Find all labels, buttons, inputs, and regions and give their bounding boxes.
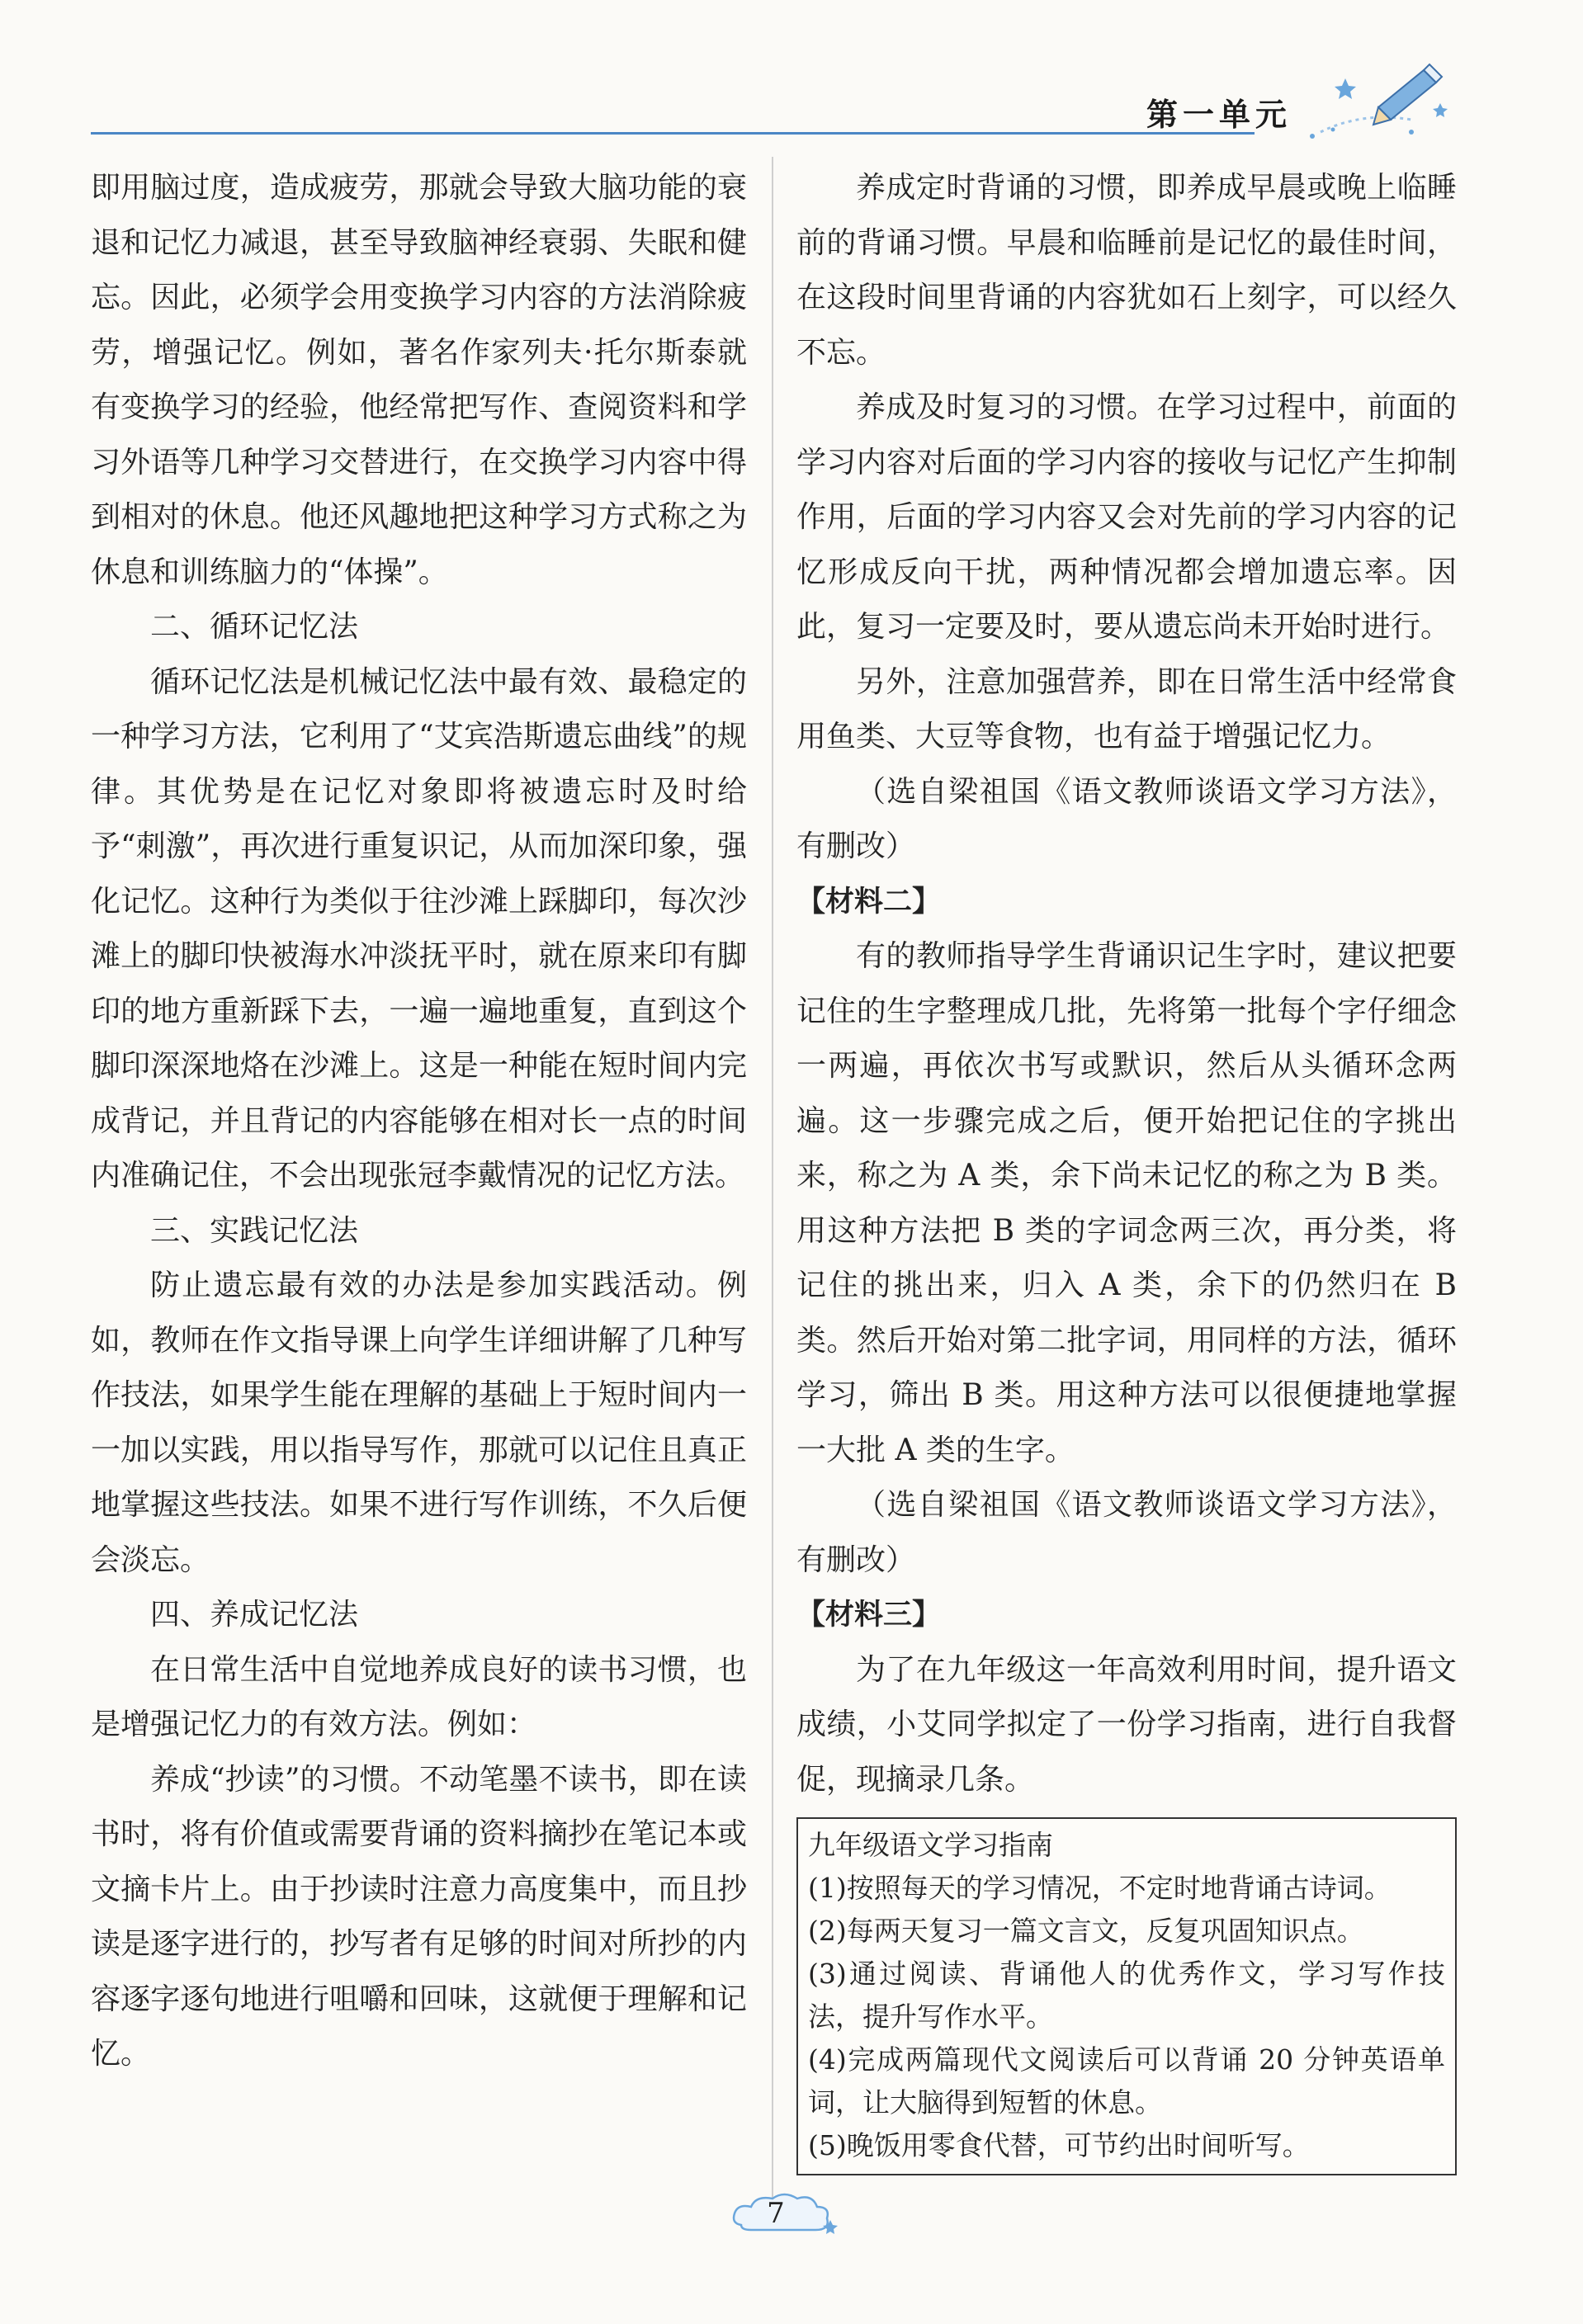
study-guide-item: (4)完成两篇现代文阅读后可以背诵 20 分钟英语单词，让大脑得到短暂的休息。 — [808, 2043, 1445, 2119]
study-guide-item: (5)晚饭用零食代替，可节约出时间听写。 — [808, 2129, 1310, 2161]
paragraph: 为了在九年级这一年高效利用时间，提升语文成绩，小艾同学拟定了一份学习指南，进行自我督促，现摘录几条。 — [796, 1652, 1457, 1797]
header-rule — [91, 132, 1255, 135]
section-heading: 二、循环记忆法 — [150, 610, 359, 644]
paragraph: 养成“抄读”的习惯。不动笔墨不读书，即在读书时，将有价值或需要背诵的资料摘抄在笔记本或文摘卡片上。由于抄读时注意力高度集中，而且抄读是逐字进行的，抄写者有足够的时间对所抄的内容逐字逐句地进行咀嚼和回味，这就便于理解和记忆。 — [91, 1762, 747, 2071]
left-column — [91, 161, 747, 2082]
study-guide-item: (3)通过阅读、背诵他人的优秀作文，学习写作技法，提升写作水平。 — [808, 1958, 1445, 2033]
unit-title: 第一单元 — [1146, 97, 1292, 133]
paragraph: 循环记忆法是机械记忆法中最有效、最稳定的一种学习方法，它利用了“艾宾浩斯遗忘曲线”的规律。其优势是在记忆对象即将被遗忘时及时给予“刺激”，再次进行重复识记，从而加深印象，强化记忆。这种行为类似于往沙滩上踩脚印，每次沙滩上的脚印快被海水冲淡抚平时，就在原来印有脚印的地方重新踩下去，一遍一遍地重复，直到这个脚印深深地烙在沙滩上。这是一种能在短时间内完成背记，并且背记的内容能够在相对长一点的时间内准确记住，不会出现张冠李戴情况的记忆方法。 — [91, 664, 747, 1193]
study-guide-item: (1)按照每天的学习情况，不定时地背诵古诗词。 — [808, 1872, 1392, 1904]
section-heading: 四、养成记忆法 — [150, 1598, 359, 1632]
section-heading: 三、实践记忆法 — [150, 1213, 359, 1248]
page-footer — [726, 2187, 842, 2245]
paragraph: 养成及时复习的习惯。在学习过程中，前面的学习内容对后面的学习内容的接收与记忆产生抑制作用，后面的学习内容又会对先前的学习内容的记忆形成反向干扰，两种情况都会增加遗忘率。因此，复习一定要及时，要从遗忘尚未开始时进行。 — [796, 390, 1457, 644]
paragraph: 防止遗忘最有效的办法是参加实践活动。例如，教师在作文指导课上向学生详细讲解了几种写作技法，如果学生能在理解的基础上于短时间内一一加以实践，用以指导写作，那就可以记住且真正地掌握这些技法。如果不进行写作训练，不久后便会淡忘。 — [91, 1268, 747, 1577]
paragraph: 养成定时背诵的习惯，即养成早晨或晚上临睡前的背诵习惯。早晨和临睡前是记忆的最佳时间，在这段时间里背诵的内容犹如石上刻字，可以经久不忘。 — [796, 171, 1457, 370]
source-citation: （选自梁祖国《语文教师谈语文学习方法》，有删改） — [796, 1488, 1457, 1577]
study-guide-box — [796, 1817, 1457, 2175]
material-label: 【材料三】 — [796, 1599, 942, 1632]
source-citation: （选自梁祖国《语文教师谈语文学习方法》，有删改） — [796, 774, 1457, 863]
material-label: 【材料二】 — [796, 885, 942, 919]
pencil-stars-icon — [1288, 54, 1453, 153]
column-divider — [772, 157, 773, 2220]
page-header — [91, 74, 1453, 149]
paragraph: 在日常生活中自觉地养成良好的读书习惯，也是增强记忆力的有效方法。例如： — [91, 1652, 747, 1741]
page-number: 7 — [767, 2197, 785, 2230]
right-column — [796, 161, 1457, 2175]
paragraph: 另外，注意加强营养，即在日常生活中经常食用鱼类、大豆等食物，也有益于增强记忆力。 — [796, 664, 1457, 753]
paragraph: 即用脑过度，造成疲劳，那就会导致大脑功能的衰退和记忆力减退，甚至导致脑神经衰弱、失眠和健忘。因此，必须学会用变换学习内容的方法消除疲劳，增强记忆。例如，著名作家列夫·托尔斯泰就有变换学习的经验，他经常把写作、查阅资料和学习外语等几种学习交替进行，在交换学习内容中得到相对的休息。他还风趣地把这种学习方式称之为休息和训练脑力的“体操”。 — [91, 171, 747, 589]
paragraph: 有的教师指导学生背诵识记生字时，建议把要记住的生字整理成几批，先将第一批每个字仔细念一两遍，再依次书写或默识，然后从头循环念两遍。这一步骤完成之后，便开始把记住的字挑出来，称之为 A 类，余下尚未记忆的称之为 B 类。用这种方法把 B 类的字词念两三次，再分类，将记住的挑出来，归入 A 类，余下的仍然归在 B 类。然后开始对第二批字词，用同样的方法，循环学习，筛出 B 类。用这种方法可以很便捷地掌握一大批 A 类的生字。 — [796, 939, 1457, 1467]
study-guide-title: 九年级语文学习指南 — [808, 1829, 1053, 1861]
study-guide-item: (2)每两天复习一篇文言文，反复巩固知识点。 — [808, 1915, 1364, 1947]
